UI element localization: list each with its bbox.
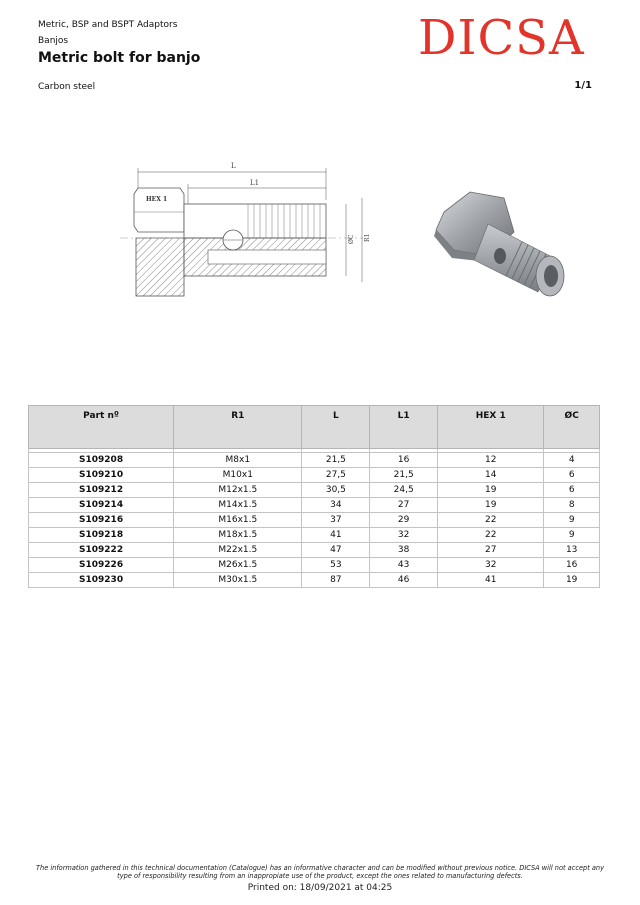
disclaimer-text: The information gathered in this technical documentation (Catalogue) has an informative character and can be modified without previous notice. DICSA will not accept any type of responsibility resulting from an inappropiate use of the product, except the ones related to manufacturing defects. [35, 864, 605, 880]
table-row [29, 498, 600, 513]
r1-cell: M16x1.5 [174, 513, 302, 528]
hex-cell: 22 [438, 513, 544, 528]
table-row [29, 543, 600, 558]
diameter-cell: 19 [544, 573, 600, 588]
l-cell: 47 [302, 543, 370, 558]
hex-label: HEX 1 [146, 196, 168, 203]
l-cell: 21,5 [302, 453, 370, 468]
diameter-cell: 4 [544, 453, 600, 468]
l-cell: 37 [302, 513, 370, 528]
r1-cell: M22x1.5 [174, 543, 302, 558]
diameter-cell: 6 [544, 483, 600, 498]
hex-cell: 12 [438, 453, 544, 468]
part-number-cell: S109222 [29, 543, 174, 558]
l-cell: 87 [302, 573, 370, 588]
l-cell: 27,5 [302, 468, 370, 483]
hex-cell: 14 [438, 468, 544, 483]
r1-cell: M18x1.5 [174, 528, 302, 543]
dimension-l-label: L [231, 162, 236, 170]
r1-cell: M12x1.5 [174, 483, 302, 498]
part-number-cell: S109226 [29, 558, 174, 573]
table-row [29, 573, 600, 588]
column-header: L [302, 406, 370, 449]
dicsa-logo: DICSA [418, 10, 585, 66]
column-header: HEX 1 [438, 406, 544, 449]
column-header: Part nº [29, 406, 174, 449]
diameter-cell: 8 [544, 498, 600, 513]
technical-drawing [118, 158, 388, 308]
part-number-cell: S109212 [29, 483, 174, 498]
diameter-c-label: ØC [348, 234, 355, 244]
l1-cell: 46 [370, 573, 438, 588]
l1-cell: 27 [370, 498, 438, 513]
r1-cell: M10x1 [174, 468, 302, 483]
banjo-bolt-render [426, 184, 596, 314]
column-header: R1 [174, 406, 302, 449]
part-number-cell: S109218 [29, 528, 174, 543]
l1-cell: 16 [370, 453, 438, 468]
table-row [29, 528, 600, 543]
part-number-cell: S109210 [29, 468, 174, 483]
diameter-cell: 6 [544, 468, 600, 483]
part-number-cell: S109230 [29, 573, 174, 588]
table-row [29, 513, 600, 528]
l-cell: 30,5 [302, 483, 370, 498]
hex-cell: 19 [438, 483, 544, 498]
r1-label: R1 [364, 233, 371, 242]
l1-cell: 32 [370, 528, 438, 543]
r1-cell: M8x1 [174, 453, 302, 468]
diameter-cell: 9 [544, 513, 600, 528]
r1-cell: M30x1.5 [174, 573, 302, 588]
page-title: Metric bolt for banjo [38, 50, 201, 66]
hex-cell: 41 [438, 573, 544, 588]
material-label: Carbon steel [38, 82, 96, 92]
l1-cell: 43 [370, 558, 438, 573]
hex-cell: 22 [438, 528, 544, 543]
page-number: 1/1 [574, 80, 592, 91]
l-cell: 34 [302, 498, 370, 513]
column-header: L1 [370, 406, 438, 449]
r1-cell: M26x1.5 [174, 558, 302, 573]
diameter-cell: 9 [544, 528, 600, 543]
table-row [29, 453, 600, 468]
table-row [29, 483, 600, 498]
dimension-l1-label: L1 [250, 179, 260, 187]
l-cell: 53 [302, 558, 370, 573]
specification-table [28, 405, 600, 588]
hex-cell: 27 [438, 543, 544, 558]
table-row [29, 468, 600, 483]
hex-cell: 32 [438, 558, 544, 573]
printed-date: Printed on: 18/09/2021 at 04:25 [247, 883, 393, 893]
hex-cell: 19 [438, 498, 544, 513]
l1-cell: 38 [370, 543, 438, 558]
part-number-cell: S109208 [29, 453, 174, 468]
part-number-cell: S109214 [29, 498, 174, 513]
column-header: ØC [544, 406, 600, 449]
part-number-cell: S109216 [29, 513, 174, 528]
diameter-cell: 13 [544, 543, 600, 558]
l1-cell: 29 [370, 513, 438, 528]
diameter-cell: 16 [544, 558, 600, 573]
r1-cell: M14x1.5 [174, 498, 302, 513]
category-label: Metric, BSP and BSPT Adaptors [38, 20, 178, 30]
subcategory-label: Banjos [38, 36, 69, 46]
l1-cell: 24,5 [370, 483, 438, 498]
table-row [29, 558, 600, 573]
table-header-row [29, 406, 600, 449]
l-cell: 41 [302, 528, 370, 543]
l1-cell: 21,5 [370, 468, 438, 483]
